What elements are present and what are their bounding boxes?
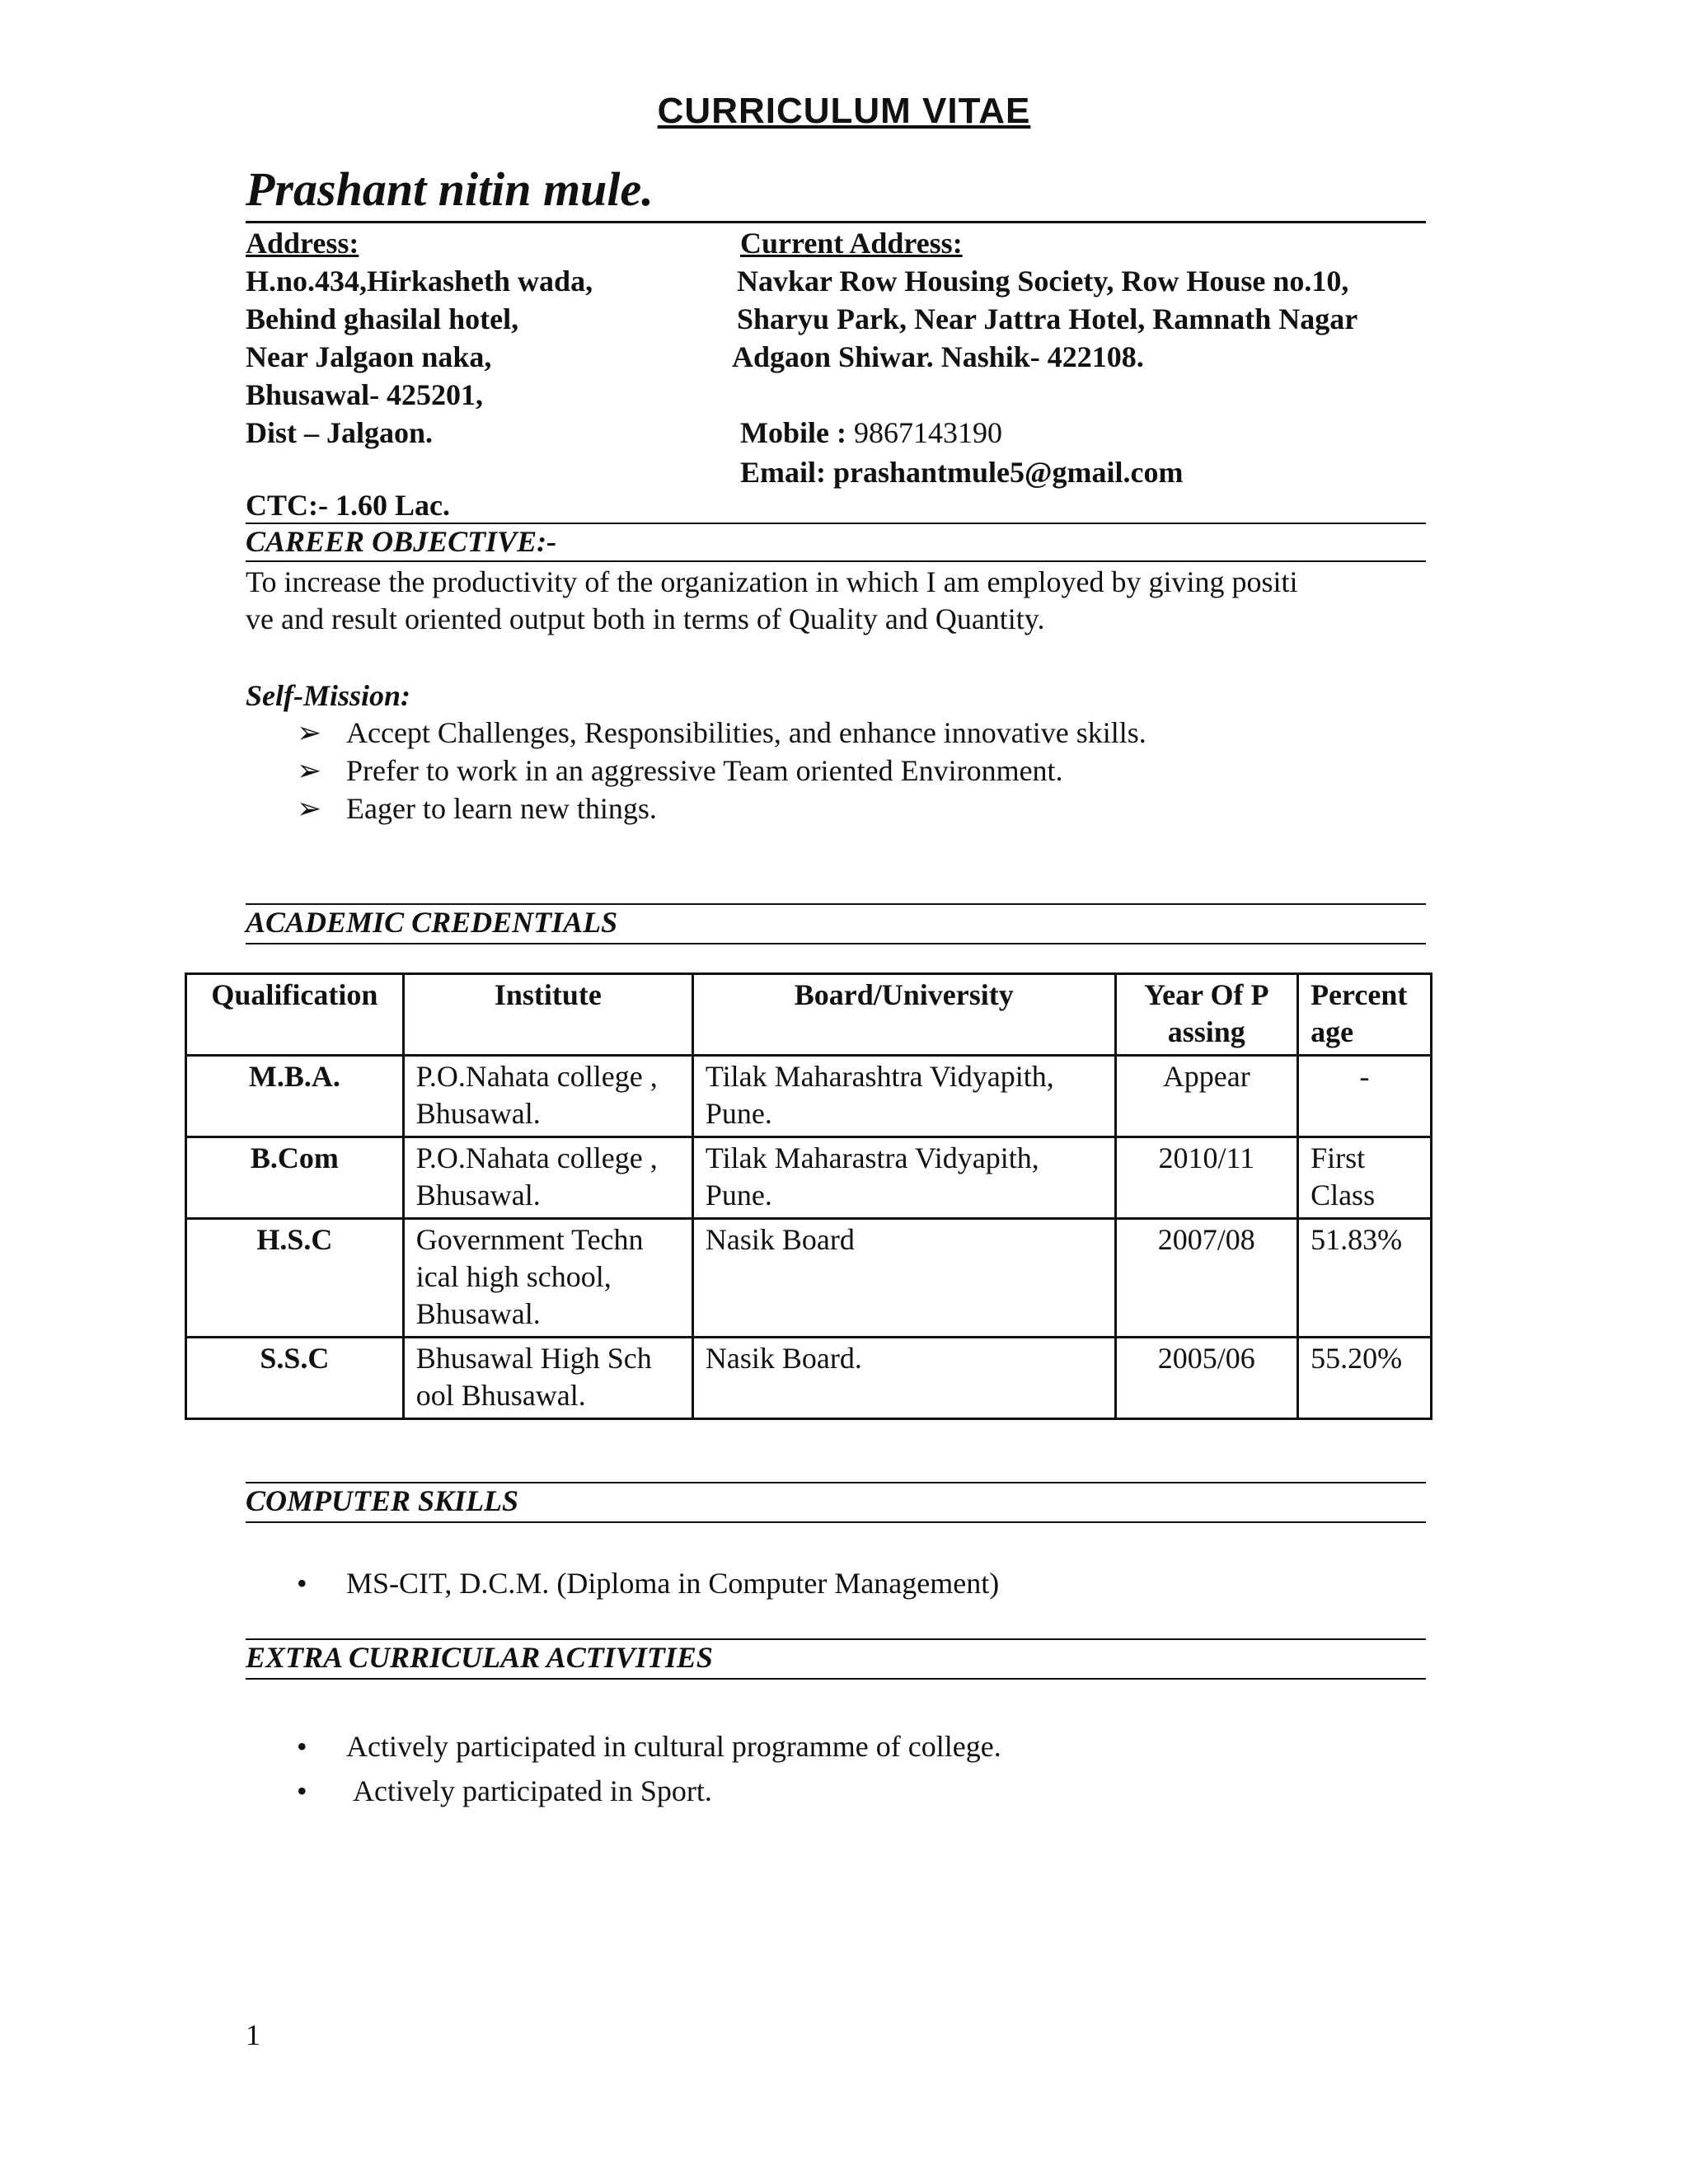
year-cell: 2007/08 [1115, 1219, 1298, 1338]
computer-skill-item [297, 1566, 1000, 1601]
career-objective-line: ve and result oriented output both in terms of Quality and Quantity. [246, 602, 1045, 635]
percentage-cell: 51.83% [1298, 1219, 1432, 1338]
computer-skills-heading: COMPUTER SKILLS [246, 1484, 519, 1517]
mobile-number: 9867143190 [853, 416, 1002, 449]
extra-curricular-bottom-divider [246, 1678, 1426, 1680]
self-mission-item [297, 715, 1146, 750]
column-header: Institute [403, 974, 692, 1056]
academic-heading: ACADEMIC CREDENTIALS [246, 906, 618, 939]
table-row [186, 1137, 1432, 1219]
institute-cell: P.O.Nahata college , Bhusawal. [403, 1137, 692, 1219]
career-objective-heading: CAREER OBJECTIVE:- [246, 525, 557, 558]
self-mission-text: Prefer to work in an aggressive Team oriented Environment. [346, 754, 1063, 787]
address-line: H.no.434,Hirkasheth wada, [246, 265, 593, 298]
self-mission-item [297, 791, 657, 826]
extra-curricular-item [297, 1729, 1001, 1764]
institute-cell: P.O.Nahata college , Bhusawal. [403, 1056, 692, 1137]
academic-table [185, 972, 1432, 1420]
email-address: prashantmule5@gmail.com [833, 456, 1184, 489]
column-header: Board/University [692, 974, 1115, 1056]
self-mission-heading: Self-Mission: [246, 679, 411, 712]
self-mission-text: Eager to learn new things. [346, 792, 657, 825]
self-mission-item [297, 753, 1063, 788]
extra-curricular-text: Actively participated in Sport. [353, 1774, 712, 1807]
arrow-bullet-icon: ➢ [297, 792, 322, 825]
name-divider [246, 221, 1426, 223]
address-line: Bhusawal- 425201, [246, 378, 484, 411]
board-cell: Tilak Maharashtra Vidyapith, Pune. [692, 1056, 1115, 1137]
board-cell: Nasik Board [692, 1219, 1115, 1338]
address-line: Behind ghasilal hotel, [246, 302, 519, 335]
table-row [186, 1056, 1432, 1137]
mobile-label: Mobile : [740, 416, 846, 449]
year-cell: 2010/11 [1115, 1137, 1298, 1219]
percentage-cell: - [1298, 1056, 1432, 1137]
column-header: Qualification [186, 974, 404, 1056]
board-cell: Tilak Maharastra Vidyapith, Pune. [692, 1137, 1115, 1219]
qualification-cell: B.Com [186, 1137, 404, 1219]
academic-bottom-divider [246, 943, 1426, 944]
computer-skill-text: MS-CIT, D.C.M. (Diploma in Computer Management) [346, 1567, 1000, 1600]
qualification-cell: H.S.C [186, 1219, 404, 1338]
institute-cell: Government Techn ical high school, Bhusawal. [403, 1219, 692, 1338]
institute-cell: Bhusawal High Sch ool Bhusawal. [403, 1338, 692, 1419]
computer-skills-bottom-divider [246, 1521, 1426, 1523]
page-number: 1 [246, 2018, 260, 2051]
percentage-cell: First Class [1298, 1137, 1432, 1219]
table-row [186, 1219, 1432, 1338]
mobile-row [740, 414, 1002, 452]
year-cell: Appear [1115, 1056, 1298, 1137]
table-row [186, 1338, 1432, 1419]
bullet-dot-icon: • [297, 1730, 307, 1763]
ctc-text: CTC:- 1.60 Lac. [246, 489, 450, 522]
current-address-line: Sharyu Park, Near Jattra Hotel, Ramnath Nagar [737, 302, 1358, 335]
year-cell: 2005/06 [1115, 1338, 1298, 1419]
arrow-bullet-icon: ➢ [297, 754, 322, 787]
current-address-line: Adgaon Shiwar. Nashik- 422108. [732, 340, 1144, 373]
career-objective-divider [246, 560, 1426, 562]
percentage-cell: 55.20% [1298, 1338, 1432, 1419]
bullet-dot-icon: • [297, 1567, 307, 1600]
self-mission-text: Accept Challenges, Responsibilities, and enhance innovative skills. [346, 716, 1146, 749]
table-header-row [186, 974, 1432, 1056]
email-row [740, 453, 1183, 491]
column-header: Year Of P assing [1115, 974, 1298, 1056]
current-address-label: Current Address: [740, 227, 963, 260]
address-line: Near Jalgaon naka, [246, 340, 492, 373]
arrow-bullet-icon: ➢ [297, 716, 322, 749]
extra-curricular-heading: EXTRA CURRICULAR ACTIVITIES [246, 1641, 713, 1674]
bullet-dot-icon: • [297, 1774, 307, 1807]
address-label: Address: [246, 227, 359, 260]
qualification-cell: S.S.C [186, 1338, 404, 1419]
board-cell: Nasik Board. [692, 1338, 1115, 1419]
address-line: Dist – Jalgaon. [246, 416, 434, 449]
document-title: CURRICULUM VITAE [657, 91, 1031, 131]
column-header: Percent age [1298, 974, 1432, 1056]
candidate-name: Prashant nitin mule. [246, 162, 654, 216]
extra-curricular-item [297, 1774, 712, 1808]
career-objective-line: To increase the productivity of the organization in which I am employed by giving positi [246, 565, 1298, 598]
current-address-line: Navkar Row Housing Society, Row House no.10, [737, 265, 1349, 298]
email-label: Email: [740, 456, 826, 489]
extra-curricular-text: Actively participated in cultural programme of college. [346, 1730, 1001, 1763]
qualification-cell: M.B.A. [186, 1056, 404, 1137]
